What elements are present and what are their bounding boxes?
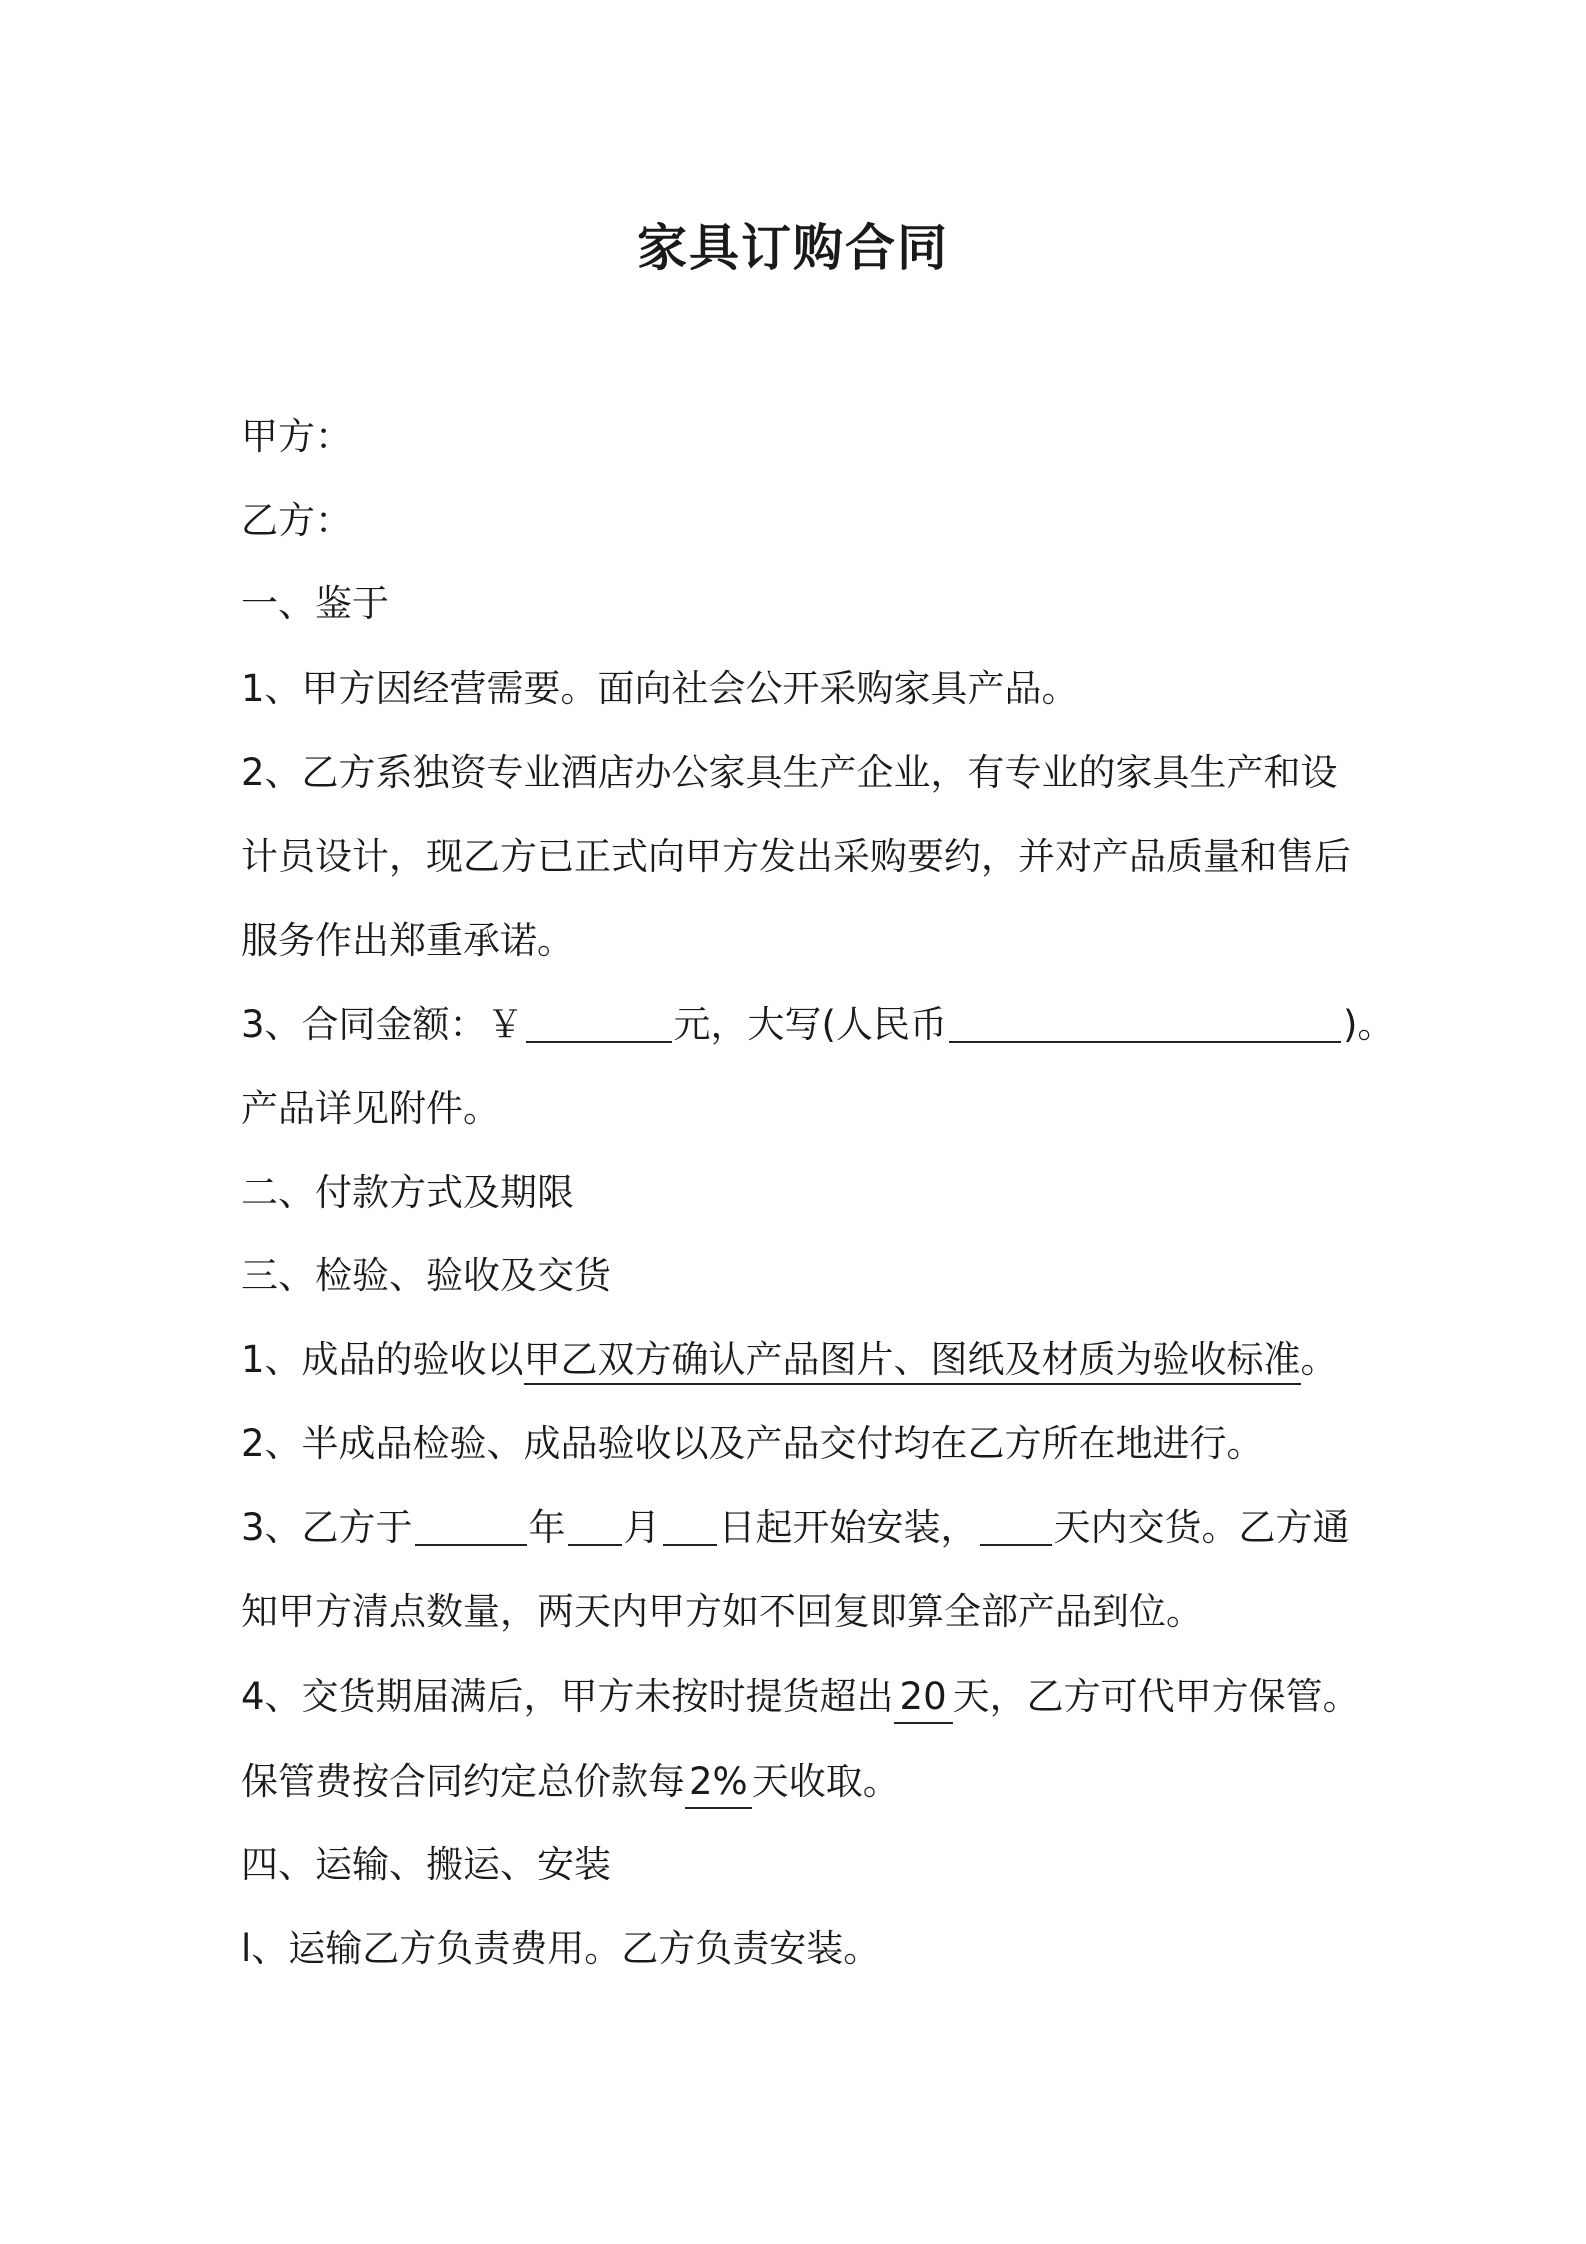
- party-b-line: 乙方：: [241, 499, 352, 542]
- month-label: 月: [623, 1506, 661, 1549]
- section-3-item-4-line-1: [241, 1672, 1360, 1722]
- amount-figure-blank[interactable]: [526, 1001, 672, 1043]
- section-3-item-1: [241, 1335, 1338, 1385]
- section-3-item-3-line-1: [241, 1503, 1350, 1553]
- storage-prefix: 4、交货期届满后，甲方未按时提货超出: [241, 1675, 894, 1718]
- amount-suffix: )。: [1342, 1003, 1395, 1046]
- acceptance-suffix: 。: [1300, 1338, 1338, 1381]
- storage-suffix: 天，乙方可代甲方保管。: [952, 1675, 1360, 1718]
- year-label: 年: [528, 1506, 566, 1549]
- section-1-item-3-line-2: 产品详见附件。: [241, 1087, 500, 1130]
- section-3-item-3-line-2: 知甲方清点数量，两天内甲方如不回复即算全部产品到位。: [241, 1590, 1203, 1633]
- section-4-item-1: l、运输乙方负责费用。乙方负责安装。: [241, 1927, 881, 1970]
- day-label: 日起开始安装，: [718, 1506, 978, 1549]
- storage-fee-rate: 2%: [685, 1760, 752, 1809]
- section-1-heading: 一、鉴于: [241, 582, 389, 625]
- install-year-blank[interactable]: [415, 1504, 527, 1546]
- amount-words-label: 元，大写(人民币: [673, 1003, 947, 1046]
- section-1-item-2-line-2: 计员设计，现乙方已正式向甲方发出采购要约，并对产品质量和售后: [241, 835, 1351, 878]
- delivery-days-blank[interactable]: [980, 1504, 1052, 1546]
- amount-words-blank[interactable]: [949, 1001, 1341, 1043]
- overdue-days-value: 20: [894, 1675, 953, 1724]
- install-date-prefix: 3、乙方于: [241, 1506, 413, 1549]
- acceptance-prefix: 1、成品的验收以: [241, 1338, 524, 1381]
- section-1-item-2-line-1: 2、乙方系独资专业酒店办公家具生产企业，有专业的家具生产和设: [241, 751, 1338, 794]
- amount-label: 3、合同金额：￥: [241, 1003, 524, 1046]
- section-3-item-2: 2、半成品检验、成品验收以及产品交付均在乙方所在地进行。: [241, 1422, 1264, 1465]
- section-2-heading: 二、付款方式及期限: [241, 1171, 574, 1214]
- contract-amount-line: [241, 1000, 1394, 1050]
- section-1-item-2-line-3: 服务作出郑重承诺。: [241, 919, 574, 962]
- install-day-blank[interactable]: [663, 1504, 717, 1546]
- storage-fee-suffix: 天收取。: [751, 1760, 900, 1803]
- section-3-item-4-line-2: [241, 1757, 900, 1807]
- install-month-blank[interactable]: [568, 1504, 622, 1546]
- section-4-heading: 四、运输、搬运、安装: [241, 1843, 611, 1886]
- section-1-item-1: 1、甲方因经营需要。面向社会公开采购家具产品。: [241, 667, 1079, 710]
- storage-fee-prefix: 保管费按合同约定总价款每: [241, 1760, 685, 1803]
- document-title: 家具订购合同: [637, 219, 949, 277]
- section-3-heading: 三、检验、验收及交货: [241, 1254, 611, 1297]
- delivery-suffix: 天内交货。乙方通: [1053, 1506, 1350, 1549]
- acceptance-standard-underlined: 甲乙双方确认产品图片、图纸及材质为验收标准: [524, 1338, 1301, 1385]
- party-a-line: 甲方：: [241, 415, 352, 458]
